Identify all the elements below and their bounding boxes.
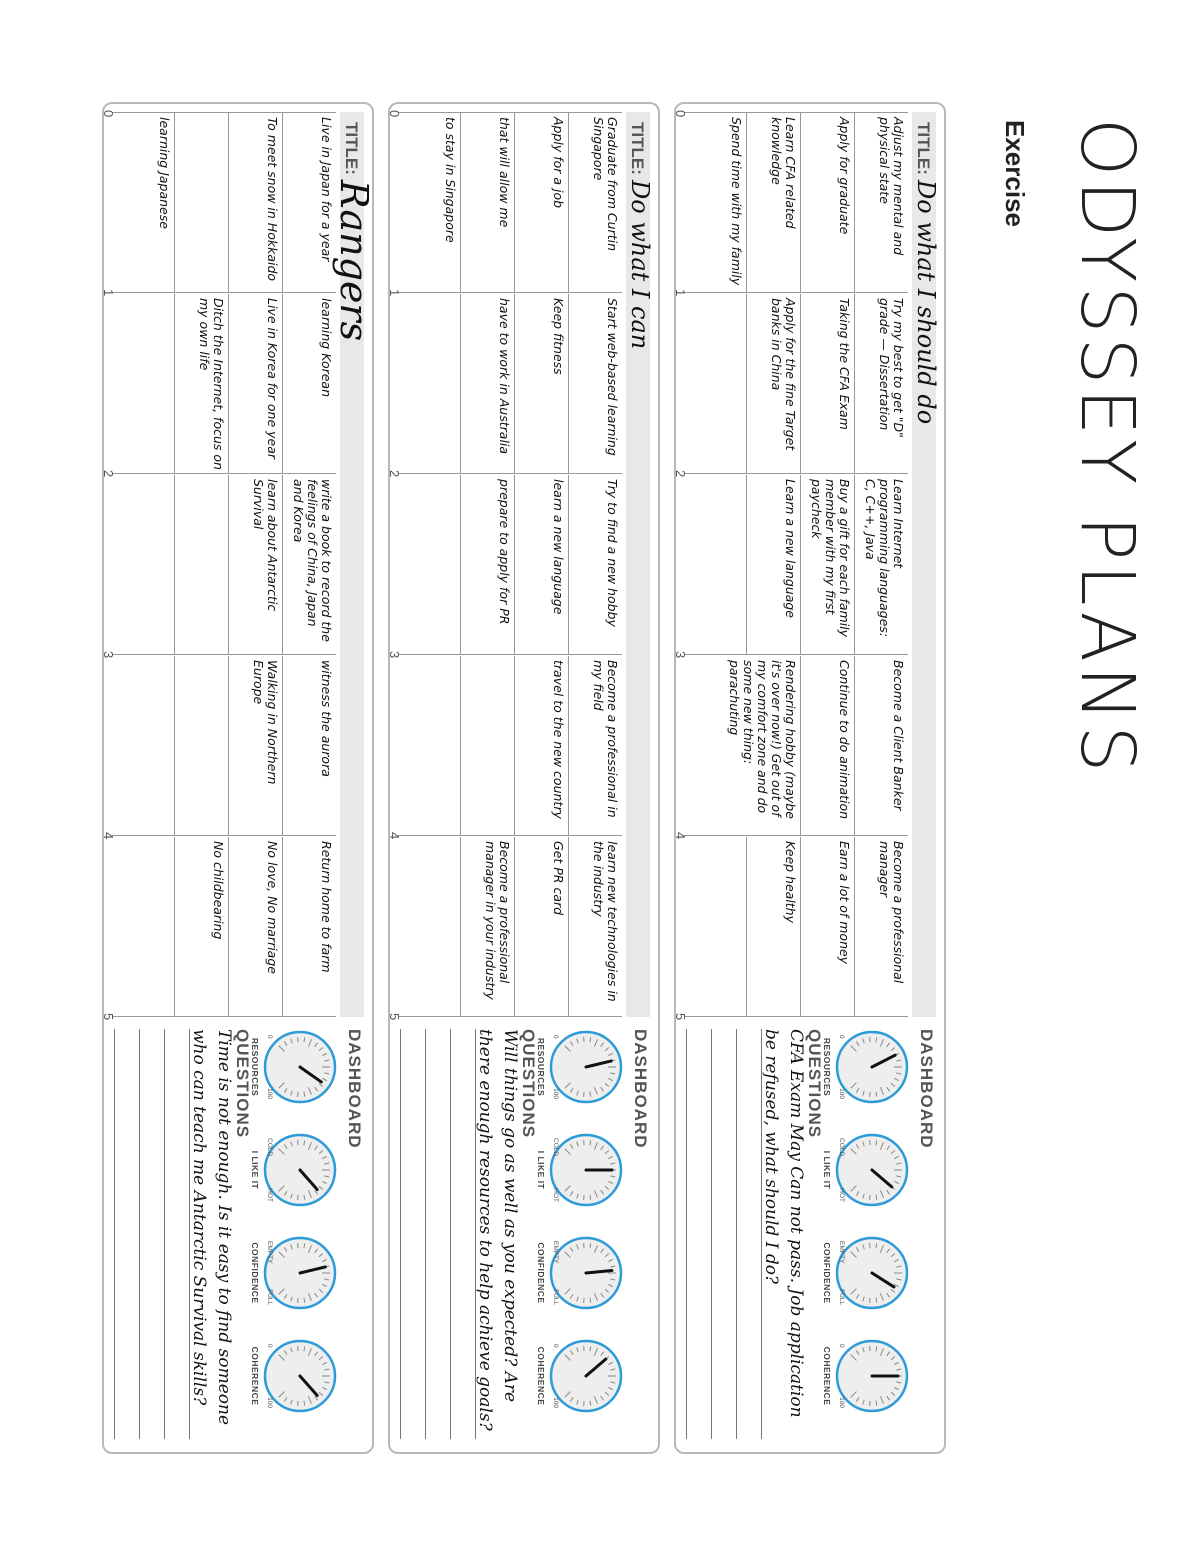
timeline-cell[interactable]: Learn Internet programming languages: C, C++, Java (854, 475, 908, 655)
timeline-grid (398, 112, 622, 1018)
gauge-high-label: HOT (552, 1188, 559, 1202)
timeline-cell[interactable] (174, 475, 228, 655)
timeline-cell[interactable]: Spend time with my family (729, 117, 744, 286)
timeline-grid (112, 112, 336, 1018)
gauge-low-label: EMPTY (838, 1241, 845, 1264)
tick-5: 5 (673, 1013, 688, 1021)
tick-5: 5 (101, 1013, 116, 1021)
tick-0: 0 (101, 110, 116, 118)
gauge-high-label: 100 (838, 1088, 845, 1099)
gauge-high-label: 100 (266, 1088, 273, 1099)
plan-1 (674, 102, 946, 1454)
timeline-cell[interactable]: Become a Client Banker (854, 656, 908, 836)
gauge-low-label: 0 (838, 1344, 845, 1348)
page-subtitle: Exercise (1000, 120, 1030, 227)
timeline-cell[interactable] (406, 837, 460, 1017)
timeline-cell[interactable]: Graduate from Curtin Singapore (568, 113, 622, 293)
timeline-cell[interactable]: Earn a lot of money (800, 837, 854, 1017)
timeline-cell[interactable]: Taking the CFA Exam (800, 294, 854, 474)
timeline-cell[interactable] (174, 113, 228, 293)
gauge-i-like-it[interactable] (262, 1132, 338, 1208)
timeline-cell[interactable]: that will allow me (460, 113, 514, 293)
gauge-label: I LIKE IT (822, 1150, 832, 1190)
timeline-cell[interactable]: learn about Antarctic Survival (228, 475, 282, 655)
gauge-high-label: FULL (838, 1289, 845, 1305)
gauge-low-label: 0 (552, 1035, 559, 1039)
tick-2: 2 (387, 470, 402, 478)
tick-3: 3 (387, 651, 402, 659)
timeline-cell[interactable]: Walking in Northern Europe (228, 656, 282, 836)
gauge-label: COHERENCE (822, 1346, 832, 1406)
timeline-cell[interactable]: Apply for the fine Target banks in China (746, 294, 800, 474)
timeline-cell[interactable] (406, 294, 460, 474)
gauge-coherence[interactable] (834, 1338, 910, 1414)
timeline-cell[interactable]: No love, No marriage (228, 837, 282, 1017)
timeline-cell[interactable] (174, 656, 228, 836)
timeline-cell[interactable]: Live in Japan for a year (282, 113, 336, 293)
gauge-label: RESOURCES (536, 1037, 546, 1097)
timeline-cell[interactable] (692, 837, 746, 1017)
plan-title[interactable]: Do what I can (626, 180, 654, 350)
gauge-i-like-it[interactable] (548, 1132, 624, 1208)
timeline-cell[interactable]: Ditch the Internet, focus on my own life (174, 294, 228, 474)
questions-text[interactable]: Will things go as well as you expected? Are there enough resources to help achieve goals? (475, 1029, 520, 1431)
timeline-cell[interactable]: learn a new language (514, 475, 568, 655)
gauge-i-like-it[interactable] (834, 1132, 910, 1208)
timeline-cell[interactable]: Keep fitness (514, 294, 568, 474)
timeline-cell[interactable]: Try to find a new hobby (568, 475, 622, 655)
timeline-cell[interactable]: Apply for graduate (800, 113, 854, 293)
gauge-low-label: 0 (266, 1035, 273, 1039)
timeline-cell[interactable] (120, 294, 174, 474)
timeline-cell[interactable]: learning Japanese (157, 117, 172, 229)
questions-label: QUESTIONS (519, 1029, 538, 1139)
timeline-cell[interactable]: Become a professional manager (854, 837, 908, 1017)
gauge-high-label: 100 (552, 1397, 559, 1408)
dashboard-label: DASHBOARD (345, 1029, 364, 1149)
dashboard-label: DASHBOARD (917, 1029, 936, 1149)
timeline-cell[interactable]: witness the aurora (282, 656, 336, 836)
plan-3 (102, 102, 374, 1454)
gauge-coherence[interactable] (262, 1338, 338, 1414)
questions-text[interactable]: Time is not enough. Is it easy to find someone who can teach me Antarctic Survival skills? (189, 1029, 234, 1426)
gauge-label: I LIKE IT (250, 1150, 260, 1190)
gauge-label: RESOURCES (822, 1037, 832, 1097)
tick-3: 3 (101, 651, 116, 659)
tick-4: 4 (387, 832, 402, 840)
gauge-high-label: 100 (266, 1397, 273, 1408)
timeline-cell[interactable]: Keep healthy (746, 837, 800, 1017)
gauge-coherence[interactable] (548, 1338, 624, 1414)
questions-text[interactable]: CFA Exam May Can not pass. Job application be refused, what should I do? (761, 1029, 806, 1418)
gauge-resources[interactable] (548, 1029, 624, 1105)
timeline-cell[interactable]: Apply for a job (514, 113, 568, 293)
tick-1: 1 (387, 289, 402, 297)
timeline-cell[interactable]: Buy a gift for each family member with my first paycheck (800, 475, 854, 655)
timeline-cell[interactable] (460, 656, 514, 836)
gauge-label: I LIKE IT (536, 1150, 546, 1190)
gauge-high-label: 100 (552, 1088, 559, 1099)
gauge-low-label: 0 (552, 1344, 559, 1348)
tick-1: 1 (673, 289, 688, 297)
gauge-label: COHERENCE (250, 1346, 260, 1406)
timeline-cell[interactable]: Return home to farm (282, 837, 336, 1017)
timeline-cell[interactable] (692, 475, 746, 655)
dashboard-label: DASHBOARD (631, 1029, 650, 1149)
gauge-label: COHERENCE (536, 1346, 546, 1406)
timeline-cell[interactable]: Become a professional manager in your industry (460, 837, 514, 1017)
plan-2 (388, 102, 660, 1454)
gauge-low-label: COLD (266, 1138, 273, 1157)
gauge-high-label: FULL (266, 1289, 273, 1305)
timeline-cell[interactable]: Rendering hobby (maybe it's over now!) Get out of my comfort zone and do some new thing: parachuting (727, 660, 798, 819)
questions-label: QUESTIONS (805, 1029, 824, 1139)
gauge-resources[interactable] (262, 1029, 338, 1105)
gauge-high-label: HOT (838, 1188, 845, 1202)
timeline-cell[interactable]: No childbearing (174, 837, 228, 1017)
tick-4: 4 (673, 832, 688, 840)
tick-2: 2 (673, 470, 688, 478)
timeline-cell[interactable]: Start web-based learning (568, 294, 622, 474)
timeline-cell[interactable]: Continue to do animation (800, 656, 854, 836)
gauge-label: RESOURCES (250, 1037, 260, 1097)
timeline-cell[interactable]: travel to the new country (514, 656, 568, 836)
timeline-cell[interactable]: Get PR card (514, 837, 568, 1017)
timeline-cell[interactable]: prepare to apply for PR (460, 475, 514, 655)
gauge-confidence[interactable] (548, 1235, 624, 1311)
gauge-low-label: 0 (838, 1035, 845, 1039)
timeline-cell[interactable]: Live in Korea for one year (228, 294, 282, 474)
plan-title[interactable]: Rangers (332, 180, 376, 342)
timeline-cell[interactable]: learn new technologies in the industry (568, 837, 622, 1017)
timeline-cell[interactable]: To meet snow in Hokkaido (228, 113, 282, 293)
timeline-cell[interactable]: write a book to record the feelings of China, Japan and Korea (282, 475, 336, 655)
questions-label: QUESTIONS (233, 1029, 252, 1139)
timeline-cell[interactable]: Learn CFA related knowledge (746, 113, 800, 293)
timeline-cell[interactable]: Become a professional in my field (568, 656, 622, 836)
title-label: TITLE: (914, 122, 933, 175)
timeline-cell[interactable] (120, 837, 174, 1017)
gauge-low-label: COLD (838, 1138, 845, 1157)
title-label: TITLE: (342, 122, 361, 175)
gauge-high-label: 100 (838, 1397, 845, 1408)
gauge-high-label: HOT (266, 1188, 273, 1202)
gauge-resources[interactable] (834, 1029, 910, 1105)
timeline-cell[interactable]: to stay in Singapore (443, 117, 458, 243)
gauge-confidence[interactable] (834, 1235, 910, 1311)
gauge-low-label: EMPTY (552, 1241, 559, 1264)
tick-5: 5 (387, 1013, 402, 1021)
gauge-high-label: FULL (552, 1289, 559, 1305)
gauge-label: CONFIDENCE (250, 1242, 260, 1304)
gauge-confidence[interactable] (262, 1235, 338, 1311)
tick-0: 0 (387, 110, 402, 118)
gauge-low-label: EMPTY (266, 1241, 273, 1264)
tick-3: 3 (673, 651, 688, 659)
timeline-cell[interactable]: Learn a new language (746, 475, 800, 655)
timeline-cell[interactable]: learning Korean (282, 294, 336, 474)
title-label: TITLE: (628, 122, 647, 175)
timeline-cell[interactable] (120, 475, 174, 655)
tick-0: 0 (673, 110, 688, 118)
page-title: ODYSSEY PLANS (1064, 118, 1150, 777)
timeline-cell[interactable] (120, 656, 174, 836)
plan-title[interactable]: Do what I should do (912, 180, 940, 425)
timeline-grid (684, 112, 908, 1018)
gauge-label: CONFIDENCE (822, 1242, 832, 1304)
timeline-cell[interactable]: have to work in Australia (460, 294, 514, 474)
timeline-cell[interactable] (406, 475, 460, 655)
gauge-low-label: COLD (552, 1138, 559, 1157)
timeline-cell[interactable] (406, 656, 460, 836)
gauge-low-label: 0 (266, 1344, 273, 1348)
timeline-cell[interactable]: Adjust my mental and physical state (854, 113, 908, 293)
tick-4: 4 (101, 832, 116, 840)
tick-2: 2 (101, 470, 116, 478)
gauge-label: CONFIDENCE (536, 1242, 546, 1304)
tick-1: 1 (101, 289, 116, 297)
timeline-cell[interactable] (692, 294, 746, 474)
timeline-cell[interactable]: Try my best to get "D" grade — Dissertation (854, 294, 908, 474)
